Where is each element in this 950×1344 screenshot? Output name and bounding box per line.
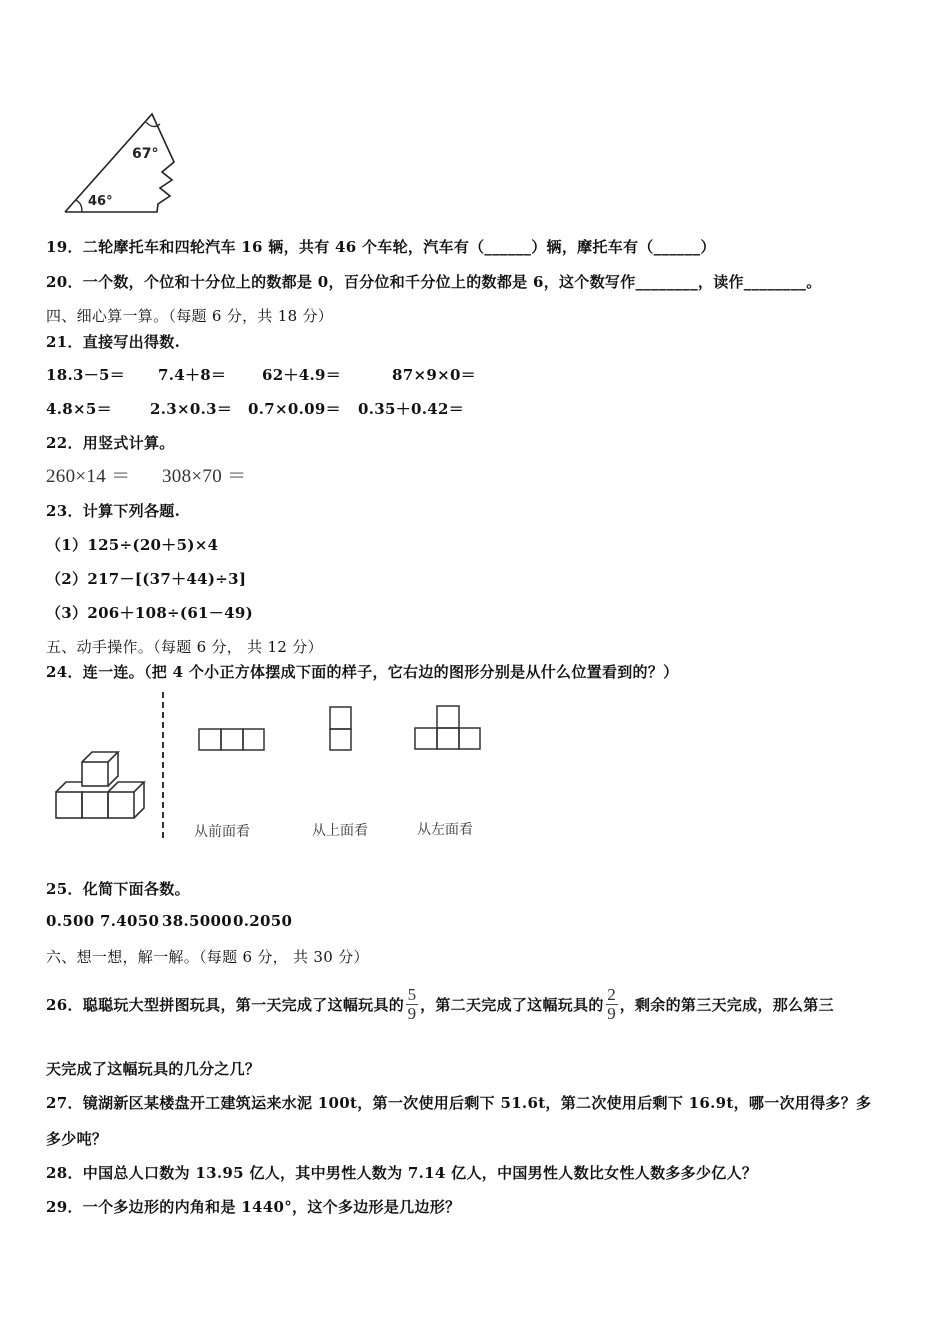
section-6-heading: 六、想一想，解一解。（每题 6 分， 共 30 分） — [46, 948, 369, 966]
q25-item: 7.4050 — [100, 912, 160, 930]
angle-top-label: 67° — [132, 146, 159, 162]
q21-item: 62＋4.9＝ — [262, 366, 342, 384]
top-view-label: 从上面看 — [312, 823, 368, 839]
top-view-figure — [329, 706, 353, 752]
left-view-label: 从左面看 — [417, 822, 473, 838]
q21-row-2 — [46, 398, 464, 419]
q22-item: 308×70 ＝ — [162, 466, 247, 487]
q26-text-2: ，第二天完成了这幅玩具的 — [420, 995, 604, 1014]
q21-item: 2.3×0.3＝ — [150, 400, 233, 418]
front-view-label: 从前面看 — [194, 824, 250, 840]
q21-item: 0.7×0.09＝ — [248, 400, 341, 418]
q23-item-2: （2）217－[(37＋44)÷3] — [46, 570, 247, 588]
q21-item: 0.35＋0.42＝ — [358, 400, 465, 418]
left-view-figure — [414, 705, 482, 751]
question-22: 22．用竖式计算。 — [46, 434, 175, 452]
q21-row-1 — [46, 364, 476, 385]
q23-item-1: （1）125÷(20＋5)×4 — [46, 536, 219, 554]
q26-text-3: ，剩余的第三天完成，那么第三 — [619, 995, 834, 1014]
question-27-line-2: 多少吨？ — [46, 1130, 108, 1148]
question-21: 21．直接写出得数. — [46, 333, 181, 351]
q22-row — [46, 461, 246, 488]
q21-item: 87×9×0＝ — [392, 366, 476, 384]
question-26-line-1 — [46, 972, 834, 1036]
q23-item-3: （3）206＋108÷(61－49) — [46, 604, 253, 622]
q25-row — [46, 912, 292, 930]
q25-item: 0.500 — [46, 912, 95, 930]
q22-item: 260×14 ＝ — [46, 466, 131, 487]
section-5-heading: 五、动手操作。（每题 6 分， 共 12 分） — [46, 638, 323, 656]
q26-fraction-2 — [606, 986, 618, 1023]
q21-item: 4.8×5＝ — [46, 400, 112, 418]
question-28: 28．中国总人口数为 13.95 亿人，其中男性人数为 7.14 亿人，中国男性人数比女性人数多多少亿人？ — [46, 1164, 758, 1182]
q26-text-1: 26．聪聪玩大型拼图玩具，第一天完成了这幅玩具的 — [46, 995, 405, 1014]
q21-item: 7.4＋8＝ — [158, 366, 227, 384]
cube-figure — [52, 748, 152, 824]
question-26-line-2: 天完成了这幅玩具的几分之几？ — [46, 1060, 261, 1078]
q25-item: 0.2050 — [233, 912, 293, 930]
front-view-figure — [198, 728, 266, 752]
section-4-heading: 四、细心算一算。（每题 6 分，共 18 分） — [46, 307, 334, 325]
q25-item: 38.5000 — [162, 912, 232, 930]
question-24: 24．连一连。（把 4 个小正方体摆成下面的样子，它右边的图形分别是从什么位置看到的？） — [46, 663, 679, 681]
angle-bottom-label: 46° — [88, 194, 113, 209]
dashed-divider — [162, 692, 164, 838]
fraction-numerator: 5 — [407, 984, 417, 1004]
q21-item: 18.3－5＝ — [46, 366, 126, 384]
question-27-line-1: 27．镜湖新区某楼盘开工建筑运来水泥 100t，第一次使用后剩下 51.6t，第二次使用后剩下 16.9t，哪一次用得多？多 — [46, 1094, 872, 1112]
question-25: 25．化简下面各数。 — [46, 880, 190, 898]
question-23: 23．计算下列各题. — [46, 502, 181, 520]
question-20: 20．一个数，个位和十分位上的数都是 0，百分位和千分位上的数都是 6，这个数写作________，读作________。 — [46, 273, 822, 291]
fraction-denominator: 9 — [607, 1003, 617, 1023]
triangle-figure — [60, 108, 190, 216]
fraction-numerator: 2 — [607, 984, 617, 1004]
fraction-denominator: 9 — [407, 1003, 417, 1023]
question-29: 29．一个多边形的内角和是 1440°，这个多边形是几边形？ — [46, 1198, 461, 1216]
q26-fraction-1 — [406, 986, 418, 1023]
question-19: 19．二轮摩托车和四轮汽车 16 辆，共有 46 个车轮，汽车有（______）辆，摩托车有（______） — [46, 238, 716, 256]
